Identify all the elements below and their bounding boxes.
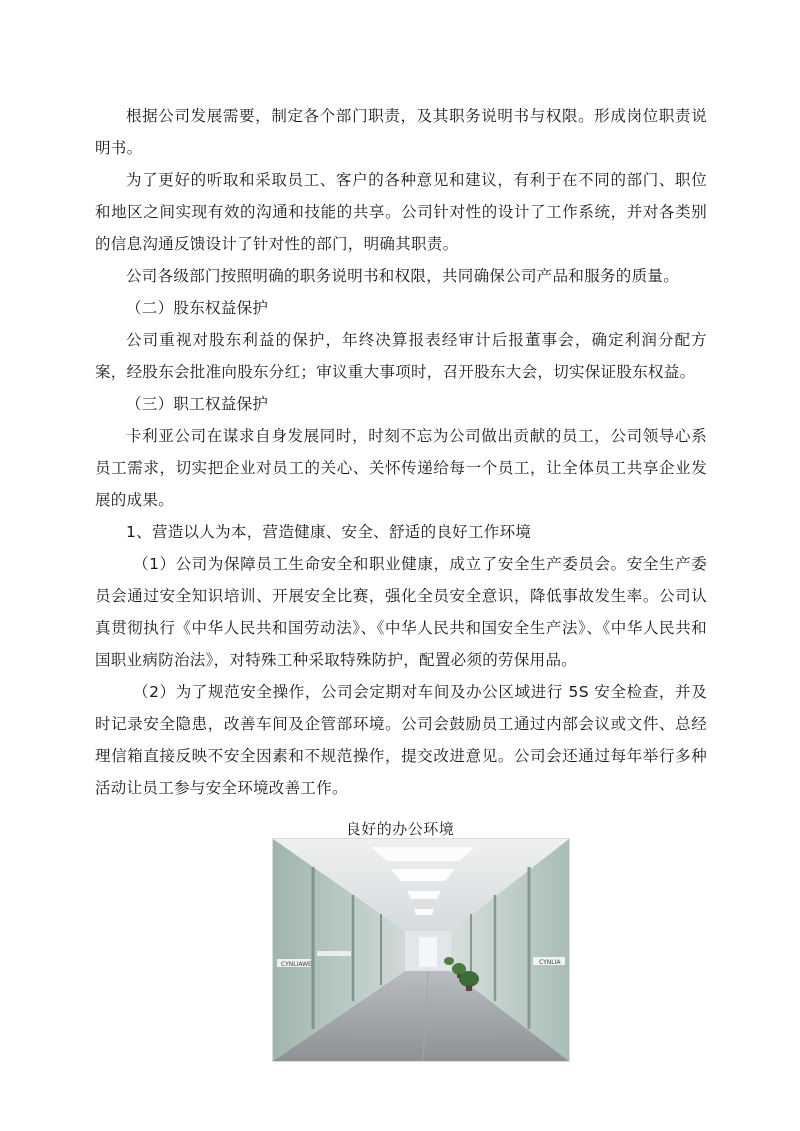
paragraph-communication: 为了更好的听取和采取员工、客户的各种意见和建议，有利于在不同的部门、职位和地区之间实现有效的沟通和技能的共享。公司针对性的设计了工作系统，并对各类别的信息沟通反馈设计了针对性的部门，明确其职责。 <box>95 171 707 253</box>
paragraph-safety-committee: （1）公司为保障员工生命安全和职业健康，成立了安全生产委员会。安全生产委员会通过安全知识培训、开展安全比赛，强化全员安全意识，降低事故发生率。公司认真贯彻执行《中华人民共和国劳动法》、《中华人民共和国安全生产法》、《中华人民共和国职业病防治法》，对特殊工种采取特殊防护，配置必须的劳保用品。 <box>95 555 707 669</box>
paragraph-responsibilities: 根据公司发展需要，制定各个部门职责，及其职务说明书与权限。形成岗位职责说明书。 <box>95 107 707 157</box>
document-body <box>95 100 707 804</box>
paragraph-5s-inspection: （2）为了规范安全操作，公司会定期对车间及办公区域进行 5S 安全检查，并及时记录安全隐患，改善车间及企管部环境。公司会鼓励员工通过内部会议或文件、总经理信箱直接反映不安全因素和不规范操作，提交改进意见。公司会还通过每年举行多种活动让员工参与安全环境改善工作。 <box>95 683 707 797</box>
figure-caption: 良好的办公环境 <box>345 820 455 838</box>
heading-employee-rights: （三）职工权益保护 <box>126 395 269 413</box>
office-corridor-photo <box>272 838 570 1062</box>
paragraph-shareholder: 公司重视对股东利益的保护，年终决算报表经审计后报董事会，确定利润分配方案，经股东会批准向股东分红；审议重大事项时，召开股东大会，切实保证股东权益。 <box>95 331 707 381</box>
paragraph-quality: 公司各级部门按照明确的职务说明书和权限，共同确保公司产品和服务的质量。 <box>126 267 680 285</box>
paragraph-employee: 卡利亚公司在谋求自身发展同时，时刻不忘为公司做出贡献的员工，公司领导心系员工需求，切实把企业对员工的关心、关怀传递给每一个员工，让全体员工共享企业发展的成果。 <box>95 427 707 509</box>
heading-shareholder-rights: （二）股东权益保护 <box>126 299 269 317</box>
heading-work-environment: 1、营造以人为本，营造健康、安全、舒适的良好工作环境 <box>126 523 532 541</box>
wall-logo-right: CYNLIA <box>539 959 561 966</box>
wall-logo-left: CYNLIAWE <box>281 961 312 968</box>
